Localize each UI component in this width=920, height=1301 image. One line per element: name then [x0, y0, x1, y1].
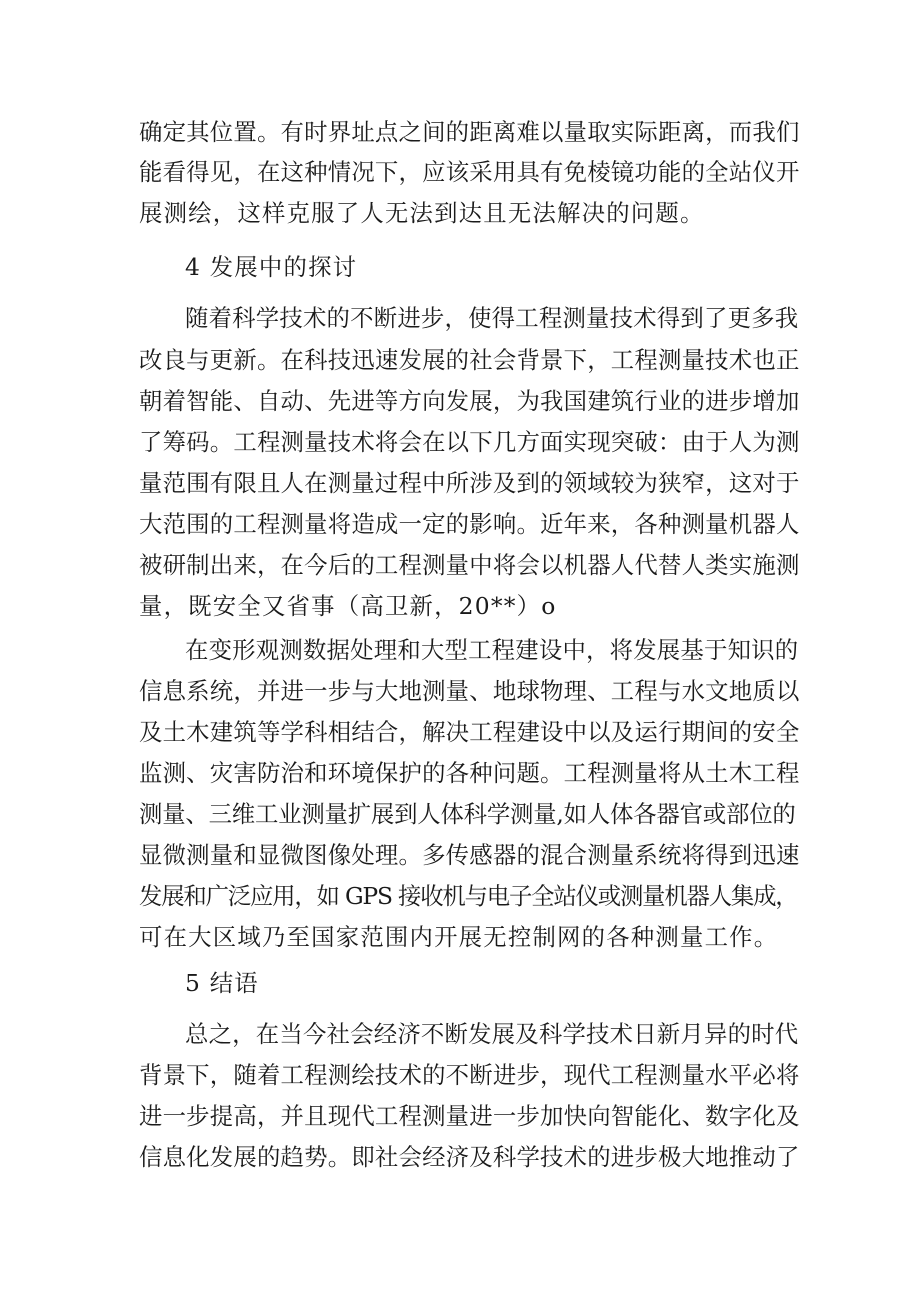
text-line: 可在大区域乃至国家范围内开展无控制网的各种测量工作。 — [139, 923, 779, 951]
text-line: 显微测量和显微图像处理。多传感器的混合测量系统将得到迅速 — [139, 841, 800, 869]
text-line: 发展和广泛应用，如 GPS 接收机与电子全站仪或测量机器人集成， — [139, 882, 798, 910]
text-line: 信息化发展的趋势。即社会经济及科学技术的进步极大地推动了 — [139, 1143, 800, 1171]
text-line: 测量、三维工业测量扩展到人体科学测量,如人体各器官或部位的 — [139, 800, 796, 828]
text-line: 总之，在当今社会经济不断发展及科学技术日新月异的时代 — [185, 1020, 799, 1048]
text-line: 确定其位置。有时界址点之间的距离难以量取实际距离，而我们 — [139, 118, 800, 146]
text-line: 能看得见，在这种情况下，应该采用具有免棱镜功能的全站仪开 — [139, 158, 800, 186]
text-line: 及土木建筑等学科相结合，解决工程建设中以及运行期间的安全 — [139, 718, 800, 746]
text-line: 进一步提高，并且现代工程测量进一步加快向智能化、数字化及 — [139, 1102, 800, 1130]
text-line: 监测、灾害防治和环境保护的各种问题。工程测量将从土木工程 — [139, 759, 800, 787]
text-line: 被研制出来，在今后的工程测量中将会以机器人代替人类实施测 — [139, 551, 800, 579]
text-line: 背景下，随着工程测绘技术的不断进步，现代工程测量水平必将 — [139, 1061, 800, 1089]
text-line: 量范围有限且人在测量过程中所涉及到的领域较为狭窄，这对于 — [139, 469, 800, 497]
text-line: 展测绘，这样克服了人无法到达且无法解决的问题。 — [139, 199, 705, 227]
text-line: 大范围的工程测量将造成一定的影响。近年来，各种测量机器人 — [139, 510, 800, 538]
text-line: 量，既安全又省事（高卫新，20**）o — [139, 592, 557, 620]
text-line: 在变形观测数据处理和大型工程建设中，将发展基于知识的 — [185, 636, 799, 664]
text-line: 朝着智能、自动、先进等方向发展，为我国建筑行业的进步增加 — [139, 387, 800, 415]
text-line: 改良与更新。在科技迅速发展的社会背景下，工程测量技术也正 — [139, 346, 800, 374]
text-line: 随着科学技术的不断进步，使得工程测量技术得到了更多我 — [185, 304, 799, 332]
text-line: 了筹码。工程测量技术将会在以下几方面实现突破：由于人为测 — [139, 428, 800, 456]
section-heading: 4 发展中的探讨 — [185, 253, 358, 281]
text-line: 信息系统，并进一步与大地测量、地球物理、工程与水文地质以 — [139, 677, 800, 705]
section-heading: 5 结语 — [185, 969, 259, 997]
